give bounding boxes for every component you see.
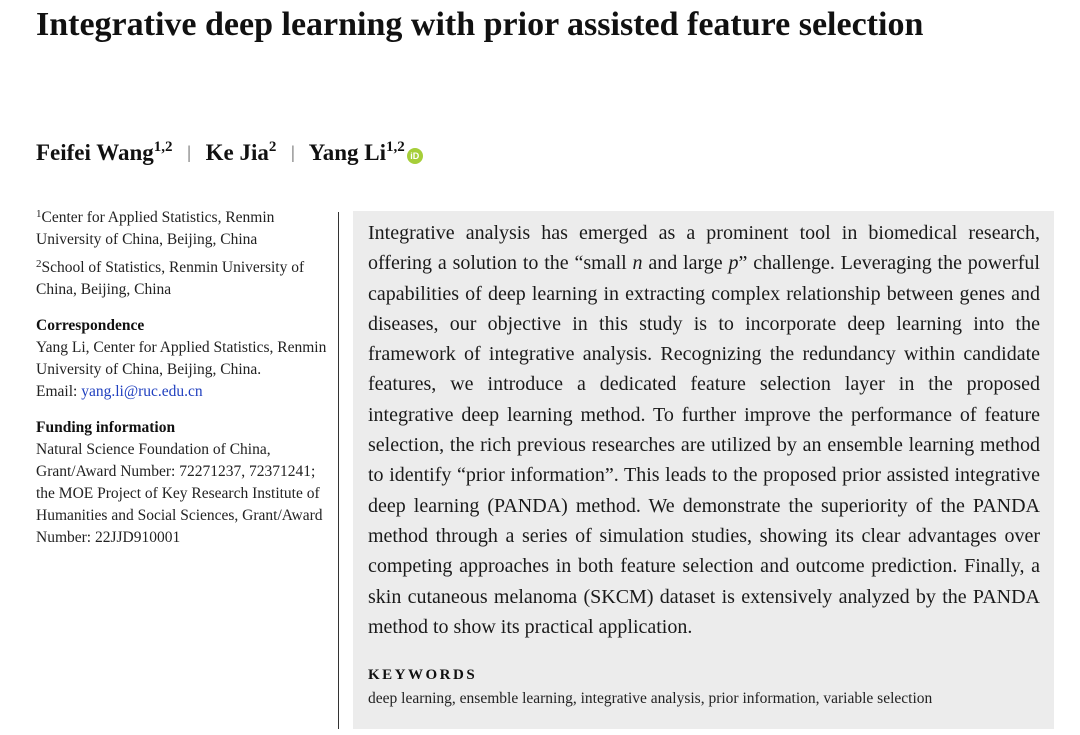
author-name: Yang Li (308, 140, 386, 165)
author-list (36, 136, 423, 169)
author-affiliation-marker: 1,2 (153, 139, 173, 155)
author-separator: | (187, 142, 191, 162)
author-name: Ke Jia (205, 140, 269, 165)
author-name: Feifei Wang (36, 140, 154, 165)
affiliation-text: Center for Applied Statistics, Renmin University of China, Beijing, China (36, 209, 275, 248)
author-separator: | (291, 142, 295, 162)
affiliation (36, 257, 332, 301)
abstract-math-n: n (632, 252, 643, 275)
affiliation-number: 1 (36, 208, 42, 220)
author-affiliation-marker: 2 (268, 139, 277, 155)
column-divider (338, 212, 339, 729)
abstract-math-p: p (728, 252, 739, 275)
funding-text: Natural Science Foundation of China, Grant/Award Number: 72271237, 72371241; the MOE Project of Key Research Institute of Humanities and Social Sciences, Grant/Award Number: 22JJD910001 (36, 441, 323, 546)
affiliation-number: 2 (36, 258, 42, 270)
email-link[interactable]: yang.li@ruc.edu.cn (81, 383, 203, 400)
abstract-text (368, 218, 1040, 642)
funding-heading: Funding information (36, 419, 176, 436)
abstract-part: Integrative analysis has emerged as a prominent tool in biomedical research, offering a solution to the “small (368, 222, 1040, 275)
correspondence-email (36, 381, 332, 403)
paper-title: Integrative deep learning with prior assisted feature selection (36, 6, 924, 43)
keywords-heading: KEYWORDS (368, 667, 478, 684)
affiliation (36, 207, 332, 251)
keywords-list: deep learning, ensemble learning, integrative analysis, prior information, variable selection (368, 690, 933, 708)
orcid-icon[interactable]: iD (407, 148, 423, 164)
author-affiliation-marker: 1,2 (385, 139, 405, 155)
correspondence-text: Yang Li, Center for Applied Statistics, Renmin University of China, Beijing, China. (36, 339, 327, 378)
abstract-part: ” challenge. Leveraging the powerful capabilities of deep learning in extracting complex relationship between genes and diseases, our objective in this study is to incorporate deep learning into the framework of integrative analysis. Recognizing the redundancy within candidate features, we introduce a dedicated feature selection layer in the proposed integrative deep learning method. To further improve the performance of feature selection, the rich previous researches are utilized by an ensemble learning method to identify “prior information”. This leads to the proposed prior assisted integrative deep learning (PANDA) method. We demonstrate the superiority of the PANDA method through a series of simulation studies, showing its clear advantages over competing approaches in both feature selection and outcome prediction. Finally, a skin cutaneous melanoma (SKCM) dataset is extensively analyzed by the PANDA method to show its practical application. (368, 252, 1040, 638)
affiliation-text: School of Statistics, Renmin University of China, Beijing, China (36, 259, 305, 298)
abstract-part: and large (642, 252, 729, 275)
abstract-box (353, 211, 1054, 729)
email-label: Email: (36, 383, 78, 400)
correspondence-heading: Correspondence (36, 317, 145, 334)
article-sidebar (36, 207, 332, 549)
